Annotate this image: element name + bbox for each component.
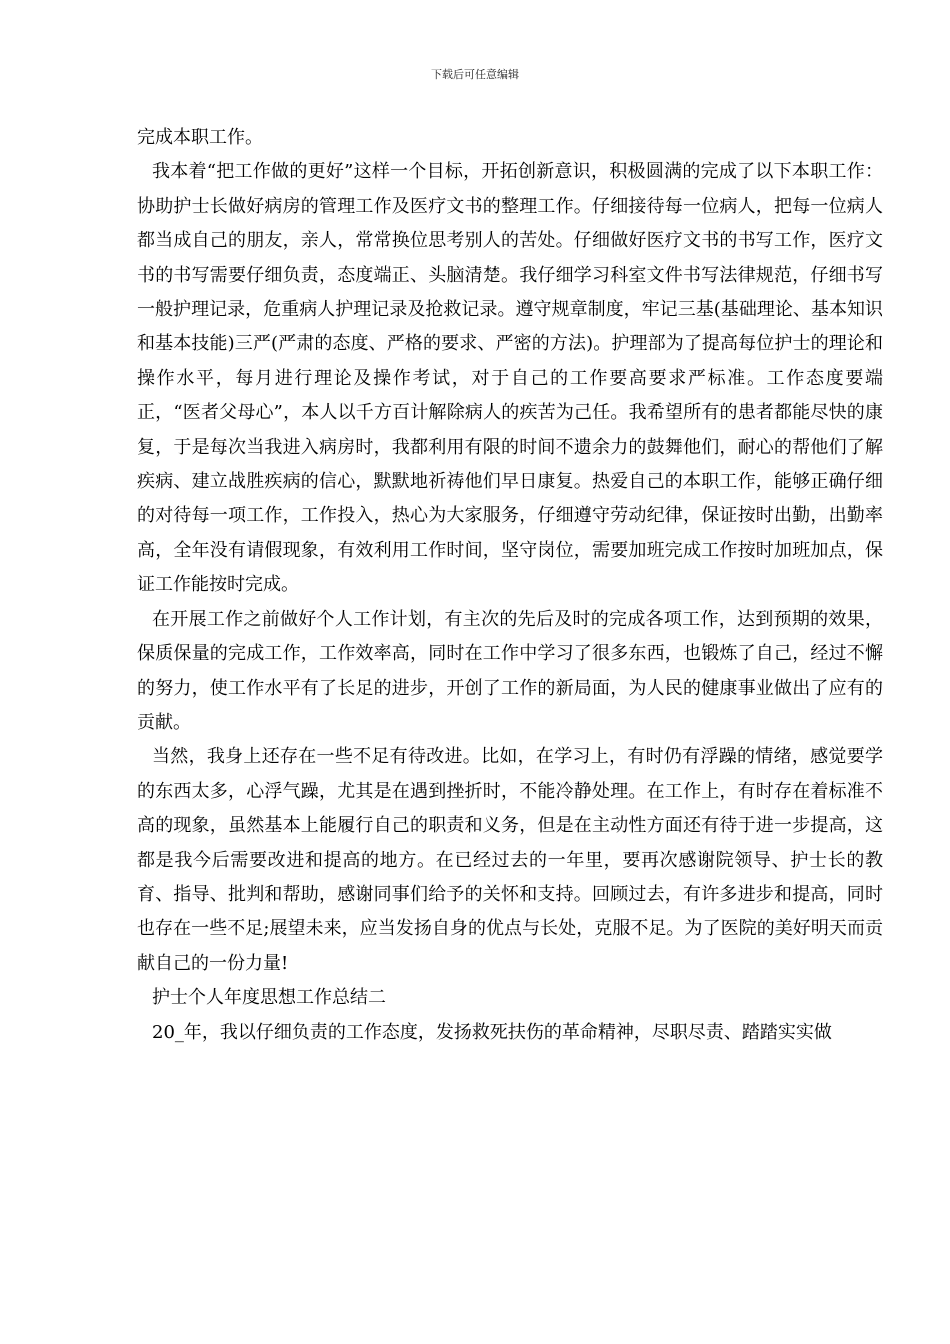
- page-header-note: 下载后可任意编辑: [431, 68, 519, 81]
- paragraph-work-duties: 我本着“把工作做的更好”这样一个目标，开拓创新意识，积极圆满的完成了以下本职工作：协助护士长做好病房的管理工作及医疗文书的整理工作。仔细接待每一位病人，把每一位病人都当成自己的朋友，亲人，常常换位思考别人的苦处。仔细做好医疗文书的书写工作，医疗文书的书写需要仔细负责，态度端正、头脑清楚。我仔细学习科室文件书写法律规范，仔细书写一般护理记录，危重病人护理记录及抢救记录。遵守规章制度，牢记三基(基础理论、基本知识和基本技能)三严(严肃的态度、严格的要求、严密的方法)。护理部为了提高每位护士的理论和操作水平，每月进行理论及操作考试，对于自己的工作要高要求严标准。工作态度要端正，“医者父母心”，本人以千方百计解除病人的疾苦为己任。我希望所有的患者都能尽快的康复，于是每次当我进入病房时，我都利用有限的时间不遗余力的鼓舞他们，耐心的帮他们了解疾病、建立战胜疾病的信心，默默地祈祷他们早日康复。热爱自己的本职工作，能够正确仔细的对待每一项工作，工作投入，热心为大家服务，仔细遵守劳动纪律，保证按时出勤，出勤率高，全年没有请假现象，有效利用工作时间，坚守岗位，需要加班完成工作按时加班加点，保证工作能按时完成。: [137, 161, 883, 596]
- paragraph-work-plan: 在开展工作之前做好个人工作计划，有主次的先后及时的完成各项工作，达到预期的效果，保质保量的完成工作，工作效率高，同时在工作中学习了很多东西，也锻炼了自己，经过不懈的努力，使工作水平有了长足的进步，开创了工作的新局面，为人民的健康事业做出了应有的贡献。: [137, 608, 883, 733]
- document-body: [137, 121, 883, 1050]
- section-heading: 护士个人年度思想工作总结二: [152, 987, 386, 1009]
- paragraph-second-summary: 20_年，我以仔细负责的工作态度，发扬救死扶伤的革命精神，尽职尽责、踏踏实实做: [152, 1021, 832, 1043]
- paragraph-continuation: 完成本职工作。: [137, 127, 263, 148]
- paragraph-shortcomings: 当然，我身上还存在一些不足有待改进。比如，在学习上，有时仍有浮躁的情绪，感觉要学的东西太多，心浮气躁，尤其是在遇到挫折时，不能冷静处理。在工作上，有时存在着标准不高的现象，虽然基本上能履行自己的职责和义务，但是在主动性方面还有待于进一步提高，这都是我今后需要改进和提高的地方。在已经过去的一年里，要再次感谢院领导、护士长的教育、指导、批判和帮助，感谢同事们给予的关怀和支持。回顾过去，有许多进步和提高，同时也存在一些不足;展望未来，应当发扬自身的优点与长处，克服不足。为了医院的美好明天而贡献自己的一份力量!: [137, 746, 883, 974]
